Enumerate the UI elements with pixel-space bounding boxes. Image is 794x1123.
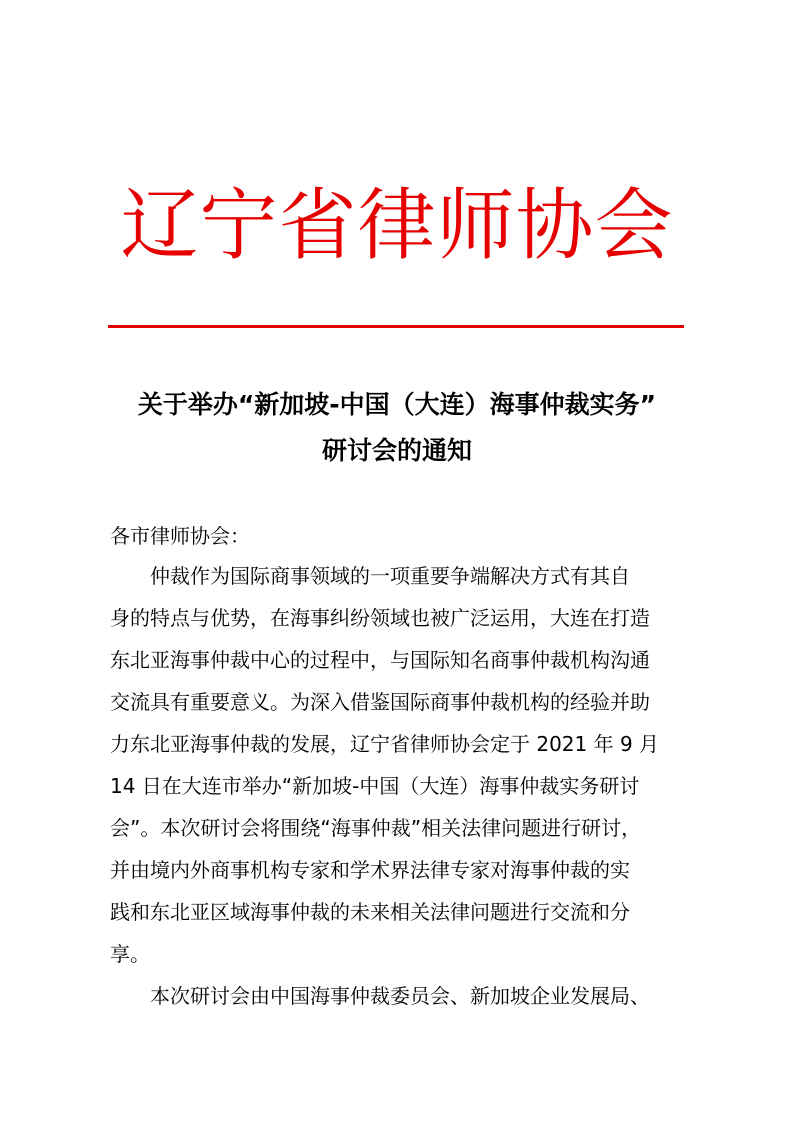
notice-title-line-2: 研讨会的通知: [321, 436, 472, 465]
paragraph-line: 享。: [110, 942, 150, 966]
paragraph-line: 东北亚海事仲裁中心的过程中，与国际知名商事仲裁机构沟通: [110, 648, 650, 672]
salutation: 各市律师协会：: [110, 524, 250, 548]
organization-header: 辽宁省律师协会: [120, 181, 674, 271]
paragraph-line: 仲裁作为国际商事领域的一项重要争端解决方式有其自: [150, 564, 630, 588]
header-divider-rule: [108, 325, 684, 328]
notice-title-line-1: 关于举办“新加坡-中国（大连）海事仲裁实务”: [137, 390, 657, 419]
paragraph-line: 身的特点与优势，在海事纠纷领域也被广泛运用，大连在打造: [110, 606, 650, 630]
paragraph-line: 14 日在大连市举办“新加坡-中国（大连）海事仲裁实务研讨: [110, 774, 640, 798]
paragraph-line: 力东北亚海事仲裁的发展，辽宁省律师协会定于 2021 年 9 月: [110, 732, 660, 756]
paragraph-line: 会”。本次研讨会将围绕“海事仲裁”相关法律问题进行研讨，: [110, 816, 642, 840]
paragraph-line: 交流具有重要意义。为深入借鉴国际商事仲裁机构的经验并助: [110, 690, 650, 714]
paragraph-line: 本次研讨会由中国海事仲裁委员会、新加坡企业发展局、: [150, 984, 650, 1008]
paragraph-line: 践和东北亚区域海事仲裁的未来相关法律问题进行交流和分: [110, 900, 630, 924]
paragraph-line: 并由境内外商事机构专家和学术界法律专家对海事仲裁的实: [110, 858, 630, 882]
